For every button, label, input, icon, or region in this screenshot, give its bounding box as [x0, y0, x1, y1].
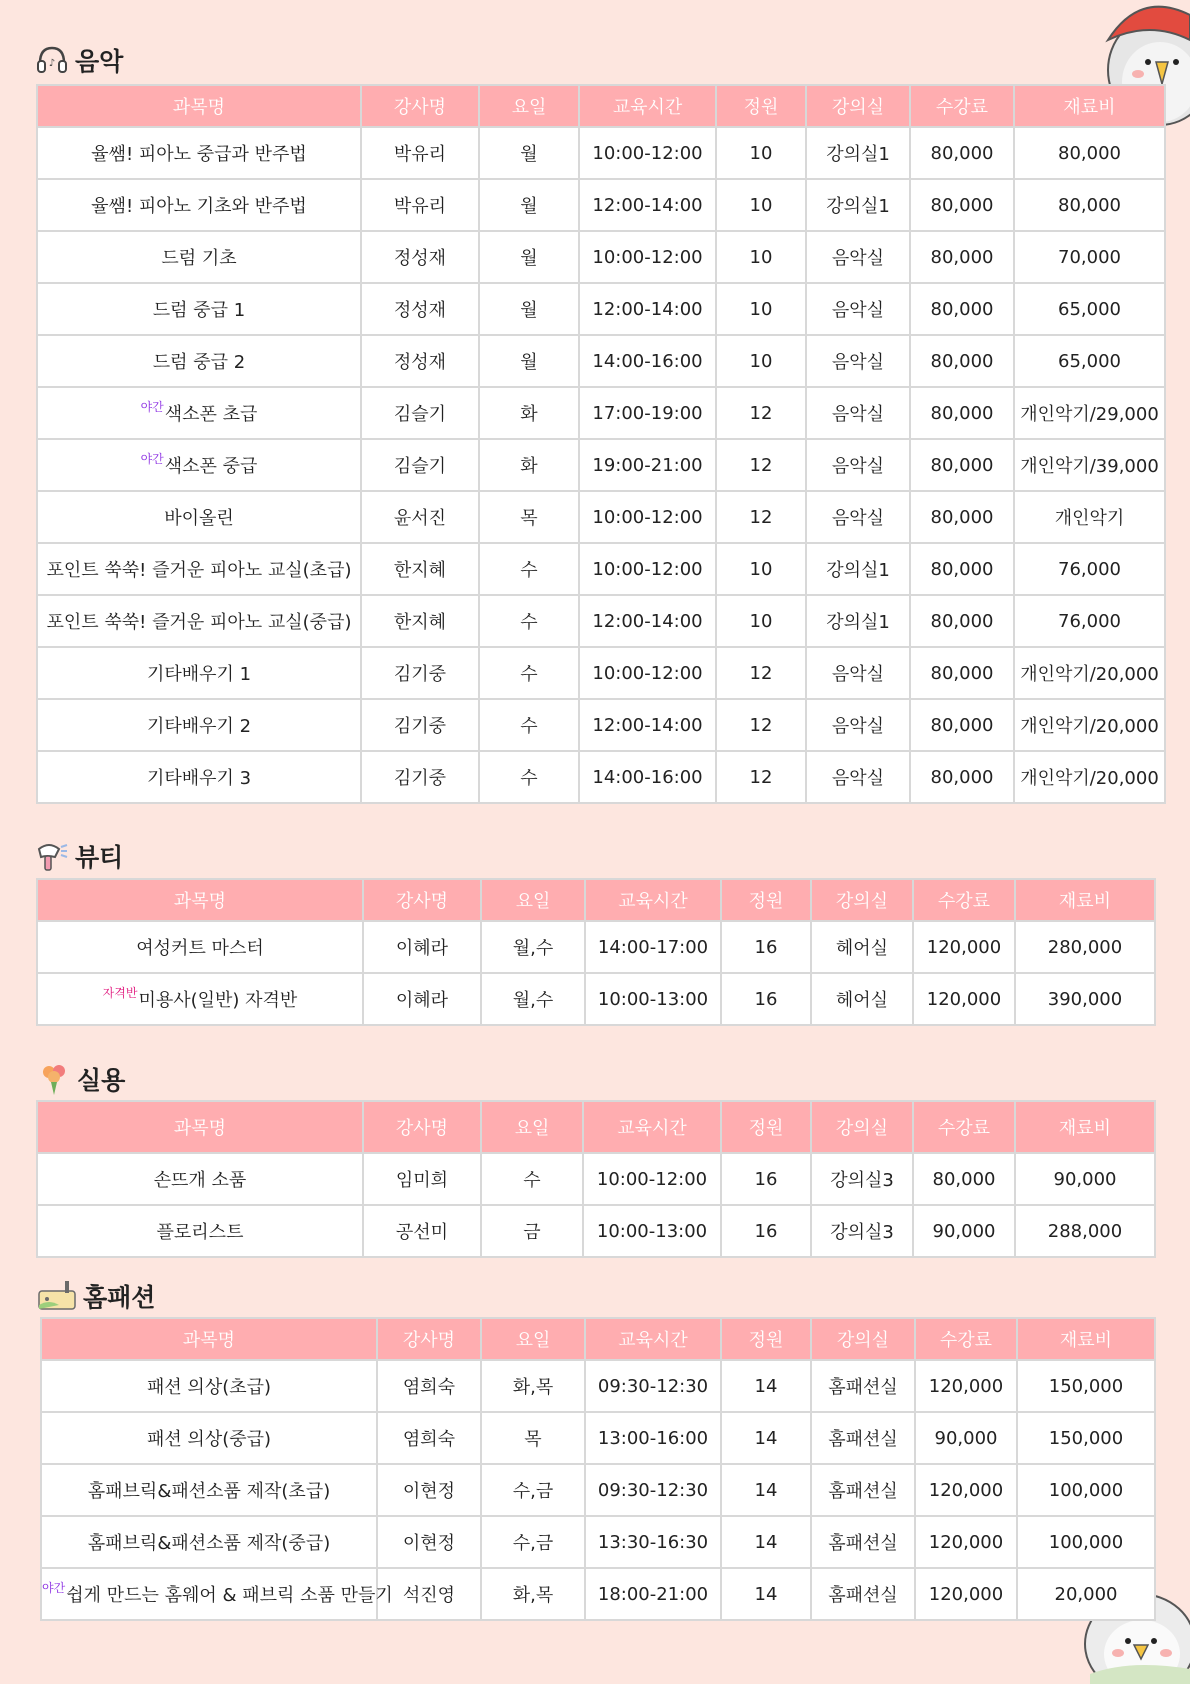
- course-tag-badge: 야간: [42, 1581, 66, 1595]
- material-fee-cell: 280,000: [1015, 921, 1155, 973]
- teacher-cell: 정성재: [361, 231, 479, 283]
- course-name-cell: 바이올린: [37, 491, 361, 543]
- capacity-cell: 12: [716, 699, 806, 751]
- table-header-row: [41, 1318, 1155, 1360]
- course-tag-badge: 자격반: [102, 986, 138, 1000]
- column-header: 정원: [721, 1318, 811, 1360]
- room-cell: 헤어실: [811, 921, 913, 973]
- teacher-cell: 김기중: [361, 751, 479, 803]
- svg-text:♪: ♪: [48, 58, 56, 69]
- room-cell: 강의실1: [806, 595, 910, 647]
- course-name-cell: 패션 의상(초급): [41, 1360, 377, 1412]
- tuition-cell: 80,000: [910, 543, 1014, 595]
- course-name-cell: 드럼 중급 2: [37, 335, 361, 387]
- table-row: [37, 1205, 1155, 1257]
- capacity-cell: 14: [721, 1516, 811, 1568]
- tuition-cell: 120,000: [913, 921, 1015, 973]
- course-name-cell: 기타배우기 3: [37, 751, 361, 803]
- section-header-practical: [37, 1061, 125, 1097]
- section-title: 홈패션: [83, 1283, 156, 1312]
- time-cell: 10:00-13:00: [585, 973, 721, 1025]
- column-header: 강의실: [806, 85, 910, 127]
- day-cell: 수,금: [481, 1464, 585, 1516]
- column-header: 수강료: [910, 85, 1014, 127]
- material-fee-cell: 개인악기: [1014, 491, 1165, 543]
- tuition-cell: 90,000: [913, 1205, 1015, 1257]
- table-row: [37, 439, 1165, 491]
- time-cell: 10:00-12:00: [583, 1153, 721, 1205]
- teacher-cell: 석진영: [377, 1568, 481, 1620]
- capacity-cell: 12: [716, 387, 806, 439]
- material-fee-cell: 80,000: [1014, 127, 1165, 179]
- section-title: 실용: [77, 1066, 126, 1095]
- day-cell: 목: [481, 1412, 585, 1464]
- teacher-cell: 임미희: [363, 1153, 481, 1205]
- room-cell: 홈패션실: [811, 1568, 915, 1620]
- tuition-cell: 120,000: [915, 1360, 1017, 1412]
- table-header-row: [37, 1101, 1155, 1153]
- schedule-table-beauty: [36, 878, 1156, 1026]
- teacher-cell: 이혜라: [363, 973, 481, 1025]
- material-fee-cell: 76,000: [1014, 595, 1165, 647]
- room-cell: 홈패션실: [811, 1360, 915, 1412]
- table-row: [37, 647, 1165, 699]
- day-cell: 수: [481, 1153, 583, 1205]
- course-name-cell: 패션 의상(중급): [41, 1412, 377, 1464]
- time-cell: 18:00-21:00: [585, 1568, 721, 1620]
- day-cell: 월: [479, 283, 579, 335]
- table-row: [37, 1153, 1155, 1205]
- tuition-cell: 120,000: [913, 973, 1015, 1025]
- capacity-cell: 16: [721, 1153, 811, 1205]
- room-cell: 음악실: [806, 387, 910, 439]
- sewing-machine-icon: [37, 1279, 77, 1313]
- section-title: 음악: [75, 47, 124, 76]
- capacity-cell: 10: [716, 231, 806, 283]
- table-row: [37, 335, 1165, 387]
- column-header: 과목명: [37, 1101, 363, 1153]
- time-cell: 10:00-12:00: [579, 231, 716, 283]
- table-row: [37, 231, 1165, 283]
- tuition-cell: 80,000: [910, 439, 1014, 491]
- room-cell: 강의실3: [811, 1153, 913, 1205]
- teacher-cell: 김기중: [361, 699, 479, 751]
- course-name-cell: [41, 1568, 393, 1620]
- tuition-cell: 80,000: [910, 231, 1014, 283]
- teacher-cell: 김기중: [361, 647, 479, 699]
- time-cell: 13:00-16:00: [585, 1412, 721, 1464]
- table-row: [37, 699, 1165, 751]
- course-name-cell: 드럼 기초: [37, 231, 361, 283]
- column-header: 교육시간: [583, 1101, 721, 1153]
- table-row: [41, 1360, 1155, 1412]
- column-header: 재료비: [1014, 85, 1165, 127]
- course-name-cell: 드럼 중급 1: [37, 283, 361, 335]
- course-name-cell: 포인트 쑥쑥! 즐거운 피아노 교실(중급): [37, 595, 361, 647]
- room-cell: 음악실: [806, 491, 910, 543]
- capacity-cell: 12: [716, 647, 806, 699]
- capacity-cell: 10: [716, 595, 806, 647]
- table-header-row: [37, 85, 1165, 127]
- time-cell: 12:00-14:00: [579, 179, 716, 231]
- material-fee-cell: 150,000: [1017, 1412, 1155, 1464]
- tuition-cell: 80,000: [910, 387, 1014, 439]
- material-fee-cell: 개인악기/20,000: [1014, 647, 1165, 699]
- day-cell: 화: [479, 439, 579, 491]
- tuition-cell: 80,000: [910, 595, 1014, 647]
- course-name: 색소폰 중급: [164, 456, 258, 477]
- column-header: 요일: [481, 879, 585, 921]
- material-fee-cell: 개인악기/39,000: [1014, 439, 1165, 491]
- room-cell: 강의실3: [811, 1205, 913, 1257]
- course-name: 미용사(일반) 자격반: [138, 990, 298, 1011]
- column-header: 요일: [479, 85, 579, 127]
- table-row: [41, 1568, 1155, 1620]
- time-cell: 09:30-12:30: [585, 1360, 721, 1412]
- tuition-cell: 80,000: [910, 751, 1014, 803]
- course-name-cell: [37, 973, 363, 1025]
- time-cell: 14:00-16:00: [579, 751, 716, 803]
- table-row: [37, 751, 1165, 803]
- column-header: 재료비: [1017, 1318, 1155, 1360]
- course-name-cell: [37, 439, 361, 491]
- material-fee-cell: 65,000: [1014, 335, 1165, 387]
- table-row: [37, 973, 1155, 1025]
- room-cell: 음악실: [806, 647, 910, 699]
- capacity-cell: 12: [716, 751, 806, 803]
- column-header: 정원: [721, 1101, 811, 1153]
- time-cell: 10:00-13:00: [583, 1205, 721, 1257]
- course-tag-badge: 야간: [140, 400, 164, 414]
- capacity-cell: 16: [721, 1205, 811, 1257]
- column-header: 정원: [721, 879, 811, 921]
- tuition-cell: 80,000: [910, 647, 1014, 699]
- capacity-cell: 10: [716, 543, 806, 595]
- capacity-cell: 10: [716, 127, 806, 179]
- day-cell: 수: [479, 595, 579, 647]
- teacher-cell: 염희숙: [377, 1412, 481, 1464]
- material-fee-cell: 100,000: [1017, 1516, 1155, 1568]
- capacity-cell: 16: [721, 973, 811, 1025]
- time-cell: 17:00-19:00: [579, 387, 716, 439]
- day-cell: 월,수: [481, 921, 585, 973]
- day-cell: 수: [479, 647, 579, 699]
- material-fee-cell: 90,000: [1015, 1153, 1155, 1205]
- room-cell: 홈패션실: [811, 1516, 915, 1568]
- room-cell: 홈패션실: [811, 1464, 915, 1516]
- day-cell: 금: [481, 1205, 583, 1257]
- schedule-table-home-fashion: [40, 1317, 1156, 1621]
- material-fee-cell: 288,000: [1015, 1205, 1155, 1257]
- time-cell: 10:00-12:00: [579, 491, 716, 543]
- table-row: [37, 543, 1165, 595]
- teacher-cell: 한지혜: [361, 543, 479, 595]
- day-cell: 수: [479, 543, 579, 595]
- room-cell: 강의실1: [806, 179, 910, 231]
- teacher-cell: 한지혜: [361, 595, 479, 647]
- material-fee-cell: 70,000: [1014, 231, 1165, 283]
- tuition-cell: 80,000: [910, 179, 1014, 231]
- table-row: [37, 491, 1165, 543]
- table-row: [37, 921, 1155, 973]
- material-fee-cell: 20,000: [1017, 1568, 1155, 1620]
- room-cell: 음악실: [806, 283, 910, 335]
- tuition-cell: 120,000: [915, 1568, 1017, 1620]
- time-cell: 19:00-21:00: [579, 439, 716, 491]
- tuition-cell: 80,000: [910, 127, 1014, 179]
- material-fee-cell: 76,000: [1014, 543, 1165, 595]
- course-name-cell: 율쌤! 피아노 중급과 반주법: [37, 127, 361, 179]
- table-row: [37, 387, 1165, 439]
- table-header-row: [37, 879, 1155, 921]
- tuition-cell: 120,000: [915, 1516, 1017, 1568]
- time-cell: 10:00-12:00: [579, 543, 716, 595]
- column-header: 수강료: [913, 1101, 1015, 1153]
- column-header: 교육시간: [579, 85, 716, 127]
- capacity-cell: 10: [716, 179, 806, 231]
- teacher-cell: 김슬기: [361, 387, 479, 439]
- material-fee-cell: 개인악기/29,000: [1014, 387, 1165, 439]
- day-cell: 목: [479, 491, 579, 543]
- column-header: 강사명: [363, 879, 481, 921]
- course-name-cell: 손뜨개 소품: [37, 1153, 363, 1205]
- room-cell: 음악실: [806, 699, 910, 751]
- teacher-cell: 염희숙: [377, 1360, 481, 1412]
- headphones-icon: [35, 43, 69, 77]
- course-name-cell: 기타배우기 2: [37, 699, 361, 751]
- teacher-cell: 이현정: [377, 1464, 481, 1516]
- day-cell: 월: [479, 231, 579, 283]
- course-name: 쉽게 만드는 홈웨어 & 패브릭 소품 만들기: [66, 1585, 393, 1606]
- material-fee-cell: 150,000: [1017, 1360, 1155, 1412]
- course-name-cell: 여성커트 마스터: [37, 921, 363, 973]
- table-row: [41, 1516, 1155, 1568]
- column-header: 수강료: [915, 1318, 1017, 1360]
- teacher-cell: 정성재: [361, 283, 479, 335]
- capacity-cell: 14: [721, 1360, 811, 1412]
- tuition-cell: 80,000: [913, 1153, 1015, 1205]
- capacity-cell: 12: [716, 491, 806, 543]
- table-row: [41, 1412, 1155, 1464]
- room-cell: 강의실1: [806, 543, 910, 595]
- flower-bouquet-icon: [37, 1062, 71, 1096]
- teacher-cell: 이혜라: [363, 921, 481, 973]
- capacity-cell: 14: [721, 1464, 811, 1516]
- day-cell: 수: [479, 699, 579, 751]
- time-cell: 10:00-12:00: [579, 647, 716, 699]
- capacity-cell: 14: [721, 1412, 811, 1464]
- course-name-cell: 포인트 쑥쑥! 즐거운 피아노 교실(초급): [37, 543, 361, 595]
- time-cell: 14:00-16:00: [579, 335, 716, 387]
- table-row: [41, 1464, 1155, 1516]
- section-header-beauty: [35, 838, 123, 874]
- tuition-cell: 80,000: [910, 335, 1014, 387]
- column-header: 과목명: [41, 1318, 377, 1360]
- table-row: [37, 595, 1165, 647]
- column-header: 교육시간: [585, 879, 721, 921]
- time-cell: 12:00-14:00: [579, 283, 716, 335]
- material-fee-cell: 65,000: [1014, 283, 1165, 335]
- capacity-cell: 12: [716, 439, 806, 491]
- tuition-cell: 80,000: [910, 699, 1014, 751]
- teacher-cell: 공선미: [363, 1205, 481, 1257]
- column-header: 강의실: [811, 1101, 913, 1153]
- room-cell: 음악실: [806, 335, 910, 387]
- material-fee-cell: 개인악기/20,000: [1014, 699, 1165, 751]
- column-header: 과목명: [37, 879, 363, 921]
- tuition-cell: 90,000: [915, 1412, 1017, 1464]
- room-cell: 음악실: [806, 751, 910, 803]
- course-name: 색소폰 초급: [164, 404, 258, 425]
- day-cell: 월: [479, 335, 579, 387]
- capacity-cell: 16: [721, 921, 811, 973]
- room-cell: 헤어실: [811, 973, 913, 1025]
- day-cell: 화,목: [481, 1568, 585, 1620]
- teacher-cell: 박유리: [361, 179, 479, 231]
- day-cell: 월,수: [481, 973, 585, 1025]
- column-header: 교육시간: [585, 1318, 721, 1360]
- time-cell: 12:00-14:00: [579, 699, 716, 751]
- tuition-cell: 80,000: [910, 283, 1014, 335]
- tuition-cell: 80,000: [910, 491, 1014, 543]
- table-row: [37, 283, 1165, 335]
- course-name-cell: 홈패브릭&패션소품 제작(초급): [41, 1464, 377, 1516]
- day-cell: 수: [479, 751, 579, 803]
- room-cell: 음악실: [806, 231, 910, 283]
- teacher-cell: 정성재: [361, 335, 479, 387]
- column-header: 과목명: [37, 85, 361, 127]
- column-header: 요일: [481, 1318, 585, 1360]
- column-header: 요일: [481, 1101, 583, 1153]
- capacity-cell: 14: [721, 1568, 811, 1620]
- column-header: 강사명: [363, 1101, 481, 1153]
- material-fee-cell: 390,000: [1015, 973, 1155, 1025]
- column-header: 강사명: [377, 1318, 481, 1360]
- column-header: 재료비: [1015, 1101, 1155, 1153]
- section-title: 뷰티: [75, 843, 124, 872]
- day-cell: 수,금: [481, 1516, 585, 1568]
- room-cell: 강의실1: [806, 127, 910, 179]
- time-cell: 10:00-12:00: [579, 127, 716, 179]
- column-header: 재료비: [1015, 879, 1155, 921]
- table-row: [37, 179, 1165, 231]
- teacher-cell: 박유리: [361, 127, 479, 179]
- course-name-cell: 기타배우기 1: [37, 647, 361, 699]
- time-cell: 14:00-17:00: [585, 921, 721, 973]
- hair-dryer-icon: [35, 839, 69, 873]
- section-header-music: [35, 42, 123, 78]
- schedule-table-practical: [36, 1100, 1156, 1258]
- column-header: 강의실: [811, 1318, 915, 1360]
- tuition-cell: 120,000: [915, 1464, 1017, 1516]
- schedule-table-music: [36, 84, 1166, 804]
- column-header: 강사명: [361, 85, 479, 127]
- capacity-cell: 10: [716, 283, 806, 335]
- course-name-cell: 플로리스트: [37, 1205, 363, 1257]
- course-tag-badge: 야간: [140, 452, 164, 466]
- material-fee-cell: 100,000: [1017, 1464, 1155, 1516]
- course-name-cell: 홈패브릭&패션소품 제작(중급): [41, 1516, 377, 1568]
- capacity-cell: 10: [716, 335, 806, 387]
- time-cell: 13:30-16:30: [585, 1516, 721, 1568]
- room-cell: 음악실: [806, 439, 910, 491]
- column-header: 정원: [716, 85, 806, 127]
- room-cell: 홈패션실: [811, 1412, 915, 1464]
- column-header: 수강료: [913, 879, 1015, 921]
- section-header-home-fashion: [37, 1278, 155, 1314]
- teacher-cell: 윤서진: [361, 491, 479, 543]
- day-cell: 월: [479, 179, 579, 231]
- course-name-cell: 율쌤! 피아노 기초와 반주법: [37, 179, 361, 231]
- time-cell: 12:00-14:00: [579, 595, 716, 647]
- day-cell: 화: [479, 387, 579, 439]
- table-row: [37, 127, 1165, 179]
- material-fee-cell: 80,000: [1014, 179, 1165, 231]
- course-name-cell: [37, 387, 361, 439]
- teacher-cell: 김슬기: [361, 439, 479, 491]
- column-header: 강의실: [811, 879, 913, 921]
- day-cell: 화,목: [481, 1360, 585, 1412]
- material-fee-cell: 개인악기/20,000: [1014, 751, 1165, 803]
- day-cell: 월: [479, 127, 579, 179]
- teacher-cell: 이현정: [377, 1516, 481, 1568]
- time-cell: 09:30-12:30: [585, 1464, 721, 1516]
